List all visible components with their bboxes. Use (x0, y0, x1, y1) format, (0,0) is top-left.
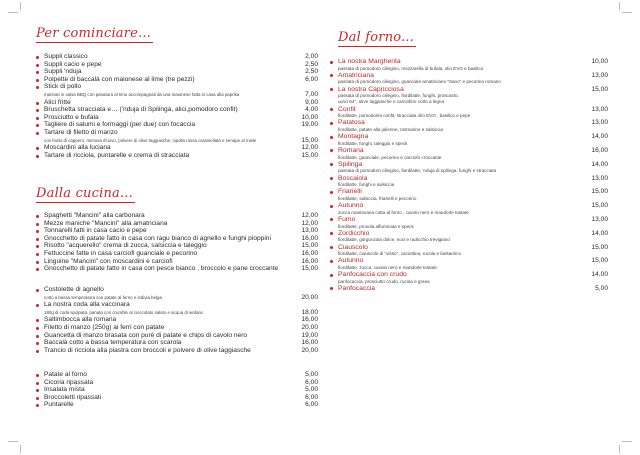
list-item-description (36, 91, 318, 99)
dish-price: 19,00 (301, 121, 318, 129)
bullet-icon (36, 155, 39, 158)
pizza-name: La nostra Margherita (338, 58, 401, 65)
pizza-price: 15,00 (591, 243, 608, 251)
pizza-name: Spilinga (338, 160, 363, 168)
dish-name: Tartare di filetto di manzo (44, 128, 118, 136)
dish-price: 13,00 (301, 227, 318, 235)
dish-name: La nostra coda alla vaccinara (44, 301, 130, 309)
pizza-price: 13,00 (591, 174, 608, 182)
bullet-icon (36, 102, 39, 105)
list-item (36, 242, 318, 250)
bullet-icon (330, 74, 333, 77)
dish-price: 20,00 (301, 346, 318, 354)
pizza-price: 13,00 (591, 119, 608, 127)
list-item (36, 347, 318, 355)
pizza-price: 15,00 (591, 257, 608, 265)
list-item-description (36, 294, 318, 302)
section-title-cucina (36, 186, 133, 201)
pizza-price: 13,00 (591, 105, 608, 113)
list-item (36, 401, 318, 409)
dish-price: 2,50 (305, 68, 318, 76)
list-item (330, 58, 608, 72)
pizza-name: Fumo (338, 215, 356, 223)
cucina-list-primi (36, 212, 318, 273)
bullet-icon (330, 149, 333, 152)
list-item-description (36, 309, 318, 317)
bullet-icon (36, 304, 39, 307)
bullet-icon (36, 238, 39, 241)
list-item (36, 258, 318, 266)
crop-mark-br-h (622, 441, 632, 442)
pizza-description: fiordilatte, ciauscolo di "visso", caciottina, rucola e balsamico (338, 251, 462, 257)
list-item (36, 250, 318, 258)
dish-price: 15,00 (301, 242, 318, 250)
bullet-icon (330, 246, 333, 249)
pizza-description: panfocaccia, prosciutto crudo, rucola e grana (338, 278, 430, 284)
dish-price: 2,00 (305, 53, 318, 60)
dish-name: Puntarelle (44, 401, 74, 409)
pizza-name: Amatriciana (338, 71, 374, 79)
dish-price: 16,00 (301, 234, 318, 242)
section-title-cominciare-text: Per cominciare... (36, 26, 152, 41)
dish-description: cotto a bassa temperatura con patate al forno e indivia belga (44, 294, 162, 300)
pizza-price: 14,00 (591, 133, 608, 141)
dish-price: 16,00 (301, 339, 318, 347)
dish-price: 9,00 (305, 98, 318, 106)
list-item (36, 316, 318, 324)
bullet-icon (330, 218, 333, 221)
bullet-icon (36, 56, 39, 59)
list-item (36, 332, 318, 340)
pizza-description: passata di pomodoro ciliegino, mozzarella di bufala, olio EVO e basilico (338, 65, 484, 71)
dish-description: marinati in salsa BBQ con panatura al timo accompagnati da una maionese fatta in casa alla paprika (44, 91, 240, 97)
list-item (36, 371, 318, 379)
dish-name: Filetto di manzo (250g) ai ferri con patate (44, 323, 165, 331)
dish-name: Stick di pollo (44, 83, 82, 91)
bullet-icon (330, 274, 333, 277)
list-item (330, 161, 608, 175)
pizza-name: Confit (338, 105, 356, 113)
crop-mark-br-v (619, 445, 620, 453)
pizza-description-line2: uovo 64°, olive taggiasche e carciofino cotto a legna (338, 99, 445, 105)
pizza-description: fiordilatte, funghi, taleggio e speck (338, 140, 408, 146)
pizza-name: Zordicchio (338, 229, 370, 237)
dish-name: Guancetta di manzo brasata con purè di patate e chips di cavolo nero (44, 331, 248, 339)
crop-mark-tr-v (619, 2, 620, 10)
pizza-name: Friarielli (338, 188, 362, 196)
dish-name: Cicoria ripassata (44, 378, 94, 386)
list-item-description (36, 137, 318, 145)
bullet-icon (330, 108, 333, 111)
dish-name: Bruschetta stracciata e… ('nduja di Spilinga, alici,pomodoro confit) (44, 106, 238, 114)
list-item (36, 114, 318, 122)
bullet-icon (36, 289, 39, 292)
crop-mark-tr-h (622, 12, 632, 13)
bullet-icon (36, 215, 39, 218)
dish-name: Saltimbocca alla romana (44, 316, 117, 324)
pizza-name: Ciauscolo (338, 243, 368, 251)
pizza-price: 16,00 (591, 146, 608, 154)
bullet-icon (36, 124, 39, 127)
forno-list (330, 58, 608, 293)
pizza-description: fiordilatte, zucca, cavolo nero e mandorle tostate (338, 264, 437, 270)
bullet-icon (36, 342, 39, 345)
dish-price: 15,00 (301, 136, 318, 144)
list-item (36, 265, 318, 273)
list-item (330, 285, 608, 293)
crop-mark-tl-h (8, 12, 18, 13)
dish-name: Insalata mista (44, 386, 85, 394)
list-item (330, 175, 608, 189)
dish-price: 2,50 (305, 60, 318, 68)
list-item (36, 220, 318, 228)
dish-name: Suppli classico (44, 53, 88, 60)
dish-price: 18,00 (301, 308, 318, 316)
dish-name: Tonnarelli fatti in casa cacio e pepe (44, 227, 147, 235)
list-item (330, 202, 608, 216)
dish-price: 5,00 (305, 371, 318, 378)
bullet-icon (330, 88, 333, 91)
dish-price: 4,00 (305, 106, 318, 114)
pizza-price: 5,00 (595, 284, 608, 292)
dish-price: 6,00 (305, 378, 318, 386)
dish-name: Suppli 'nduja (44, 68, 82, 76)
list-item (36, 324, 318, 332)
dish-name: Trancio di ricciola alla piastra con broccoli e polvere di olive taggiasche (44, 346, 251, 354)
list-item (330, 257, 608, 271)
dish-price: 20,00 (301, 293, 318, 301)
section-title-forno (338, 30, 414, 45)
dish-price: 12,00 (301, 212, 318, 219)
bullet-icon (36, 86, 39, 89)
list-item (330, 188, 608, 202)
bullet-icon (36, 132, 39, 135)
dish-description: 180g di coda spolpata, panata con crumble al cioccolato salato e acqua di sedano (44, 309, 204, 315)
bullet-icon (36, 147, 39, 150)
pizza-description: fiordilatte, pomodorini confit, stracciata olio EVO , basilico e pepe (338, 113, 471, 119)
bullet-icon (36, 319, 39, 322)
bullet-icon (330, 287, 333, 290)
list-item (36, 61, 318, 69)
pizza-price: 13,00 (591, 71, 608, 79)
title-underline (36, 202, 135, 203)
bullet-icon (36, 64, 39, 67)
pizza-name: Autunno (338, 202, 364, 210)
bullet-icon (330, 122, 333, 125)
dish-price: 6,00 (305, 401, 318, 409)
dish-name: Fettuccine fatte in casa carciofi guanciale e pecorino (44, 249, 198, 257)
pizza-description: passata di pomodoro ciliegino, guanciale amatriciano "Sano" e pecorino romano (338, 79, 501, 85)
dish-name: Prosciutto e bufala (44, 113, 99, 121)
title-underline (36, 42, 153, 43)
bullet-icon (36, 261, 39, 264)
dish-price: 6,00 (305, 393, 318, 401)
pizza-price: 14,00 (591, 229, 608, 237)
crop-mark-bl-v (20, 445, 21, 453)
bullet-icon (36, 404, 39, 407)
bullet-icon (36, 117, 39, 120)
list-item (330, 147, 608, 161)
list-item (330, 86, 608, 106)
pizza-price: 15,00 (591, 202, 608, 210)
bullet-icon (36, 253, 39, 256)
list-item (330, 230, 608, 244)
list-item (36, 152, 318, 160)
list-item (36, 106, 318, 114)
pizza-price: 15,00 (591, 85, 608, 93)
list-item (36, 286, 318, 294)
list-item (36, 121, 318, 129)
pizza-price: 13,00 (591, 215, 608, 223)
bullet-icon (36, 397, 39, 400)
dish-price: 7,00 (305, 90, 318, 98)
list-item (36, 99, 318, 107)
pizza-name: Montagna (338, 133, 369, 141)
dish-name: Spaghetti "Mancini" alla carbonara (44, 212, 145, 219)
dish-price: 5,00 (305, 386, 318, 394)
list-item (36, 227, 318, 235)
title-underline (338, 46, 416, 47)
dish-name: Gnocchetto di patate fatto in casa con pesce bianco , broccolo e pane croccante (44, 265, 279, 273)
pizza-name: Boscaiola (338, 174, 368, 182)
dish-price: 20,00 (301, 323, 318, 331)
bullet-icon (330, 232, 333, 235)
dish-price: 6,00 (305, 75, 318, 83)
list-item (36, 386, 318, 394)
pizza-price: 15,00 (591, 188, 608, 196)
list-item (36, 144, 318, 152)
list-item (36, 68, 318, 76)
pizza-name: Patatosa (338, 119, 365, 127)
bullet-icon (330, 136, 333, 139)
bullet-icon (36, 374, 39, 377)
list-item (36, 301, 318, 309)
section-title-cucina-text: Dalla cucina... (36, 186, 133, 201)
pizza-description: fiordilatte, salsiccia, friarielli e pecorino (338, 195, 417, 201)
list-item (330, 106, 608, 120)
dish-price: 15,00 (301, 151, 318, 159)
list-item (36, 379, 318, 387)
dish-price: 12,00 (301, 219, 318, 227)
bullet-icon (36, 71, 39, 74)
bullet-icon (36, 335, 39, 338)
bullet-icon (36, 223, 39, 226)
dish-price: 15,00 (301, 265, 318, 273)
cucina-list-contorni (36, 371, 318, 409)
cominciare-list (36, 53, 318, 159)
list-item (36, 235, 318, 243)
bullet-icon (36, 245, 39, 248)
list-item (330, 216, 608, 230)
pizza-name: Panfocaccia con crudo (338, 271, 407, 279)
dish-price: 16,00 (301, 316, 318, 324)
pizza-name: La nostra Capricciosa (338, 85, 404, 93)
dish-name: Gnocchetto di patate fatto in casa con ragu bianco di agnello e funghi pioppini (44, 234, 271, 242)
pizza-price: 14,00 (591, 271, 608, 279)
list-item (36, 394, 318, 402)
dish-name: Baccalà cotto a bassa temperatura con scarola (44, 339, 182, 347)
list-item (36, 76, 318, 84)
bullet-icon (36, 268, 39, 271)
pizza-description: passata di pomodoro ciliegino, fiordilatte, 'nduja di spilinga, funghi e stracciata (338, 168, 497, 174)
dish-name: Alici fritte (44, 98, 71, 106)
pizza-price: 14,00 (591, 160, 608, 168)
pizza-description: zucca mantovana cotta al forno , cavolo nero e mandorle tostate (338, 209, 469, 215)
bullet-icon (330, 260, 333, 263)
dish-name: Tagliere di salumi e formaggi (per due) con focaccia (44, 121, 195, 129)
list-item (36, 212, 318, 220)
dish-name: Mezze maniche "Mancini" alla amatriciana (44, 219, 168, 227)
pizza-name: Autunno (338, 257, 364, 265)
list-item (330, 244, 608, 258)
pizza-description: fiordilatte, patate alla julienne, rosmarino e salsiccia (338, 126, 443, 132)
dish-name: Risotto "acquerello" crema di zucca, salsiccia e taleggio (44, 242, 207, 250)
crop-mark-bl-h (8, 441, 18, 442)
cucina-list-secondi (36, 286, 318, 354)
dish-price: 16,00 (301, 257, 318, 265)
list-item (36, 339, 318, 347)
dish-name: Linguine "Mancini" con moscardini e carciofi (44, 257, 173, 265)
dish-price: 19,00 (301, 331, 318, 339)
list-item (36, 53, 318, 61)
dish-name: Polpette di baccalà con maionese al lime (tre pezzi) (44, 75, 195, 83)
bullet-icon (36, 109, 39, 112)
dish-name: Tartare di ricciola, puntarelle e crema di stracciata (44, 151, 190, 159)
dish-name: Broccoletti ripassati (44, 393, 102, 401)
pizza-description: fiordilatte, funghi e salsiccia (338, 182, 395, 188)
bullet-icon (36, 327, 39, 330)
list-item (36, 83, 318, 91)
list-item (330, 133, 608, 147)
bullet-icon (36, 79, 39, 82)
list-item (330, 72, 608, 86)
dish-description: con frutto di cappero, mimosa d'uovo, polvere di olive taggiasche, cipolla rossa caramellata e senape al miele (44, 137, 257, 143)
pizza-price: 10,00 (591, 58, 608, 65)
bullet-icon (330, 163, 333, 166)
pizza-name: Panfocaccia (338, 284, 376, 292)
pizza-description: passata di pomodoro ciliegino, fiordilatte, funghi, prosciutto, (338, 93, 459, 99)
section-title-forno-text: Dal forno... (338, 30, 415, 45)
dish-name: Moscardini alla luciana (44, 144, 111, 152)
pizza-description: fiordilatte, provola affumicata e speck (338, 223, 414, 229)
list-item (36, 129, 318, 137)
bullet-icon (36, 389, 39, 392)
dish-name: Costolette di agnello (44, 286, 104, 293)
dish-price: 10,00 (301, 113, 318, 121)
bullet-icon (36, 350, 39, 353)
bullet-icon (330, 191, 333, 194)
list-item (330, 119, 608, 133)
pizza-name: Romana (338, 146, 364, 154)
crop-mark-tl-v (20, 2, 21, 10)
dish-price: 16,00 (301, 249, 318, 257)
list-item (330, 271, 608, 285)
bullet-icon (330, 205, 333, 208)
bullet-icon (36, 382, 39, 385)
bullet-icon (330, 61, 333, 64)
bullet-icon (330, 177, 333, 180)
pizza-description: fiordilatte, guanciale, pecorino e carciofo croccante (338, 154, 442, 160)
dish-name: Suppli cacio e pepe (44, 60, 102, 68)
dish-price: 12,00 (301, 144, 318, 152)
section-title-cominciare (36, 26, 151, 41)
dish-name: Patate al forno (44, 371, 87, 378)
bullet-icon (36, 230, 39, 233)
pizza-description: fiordilatte, gorgonzola dolce, noci e radicchio trevigiano (338, 237, 450, 243)
